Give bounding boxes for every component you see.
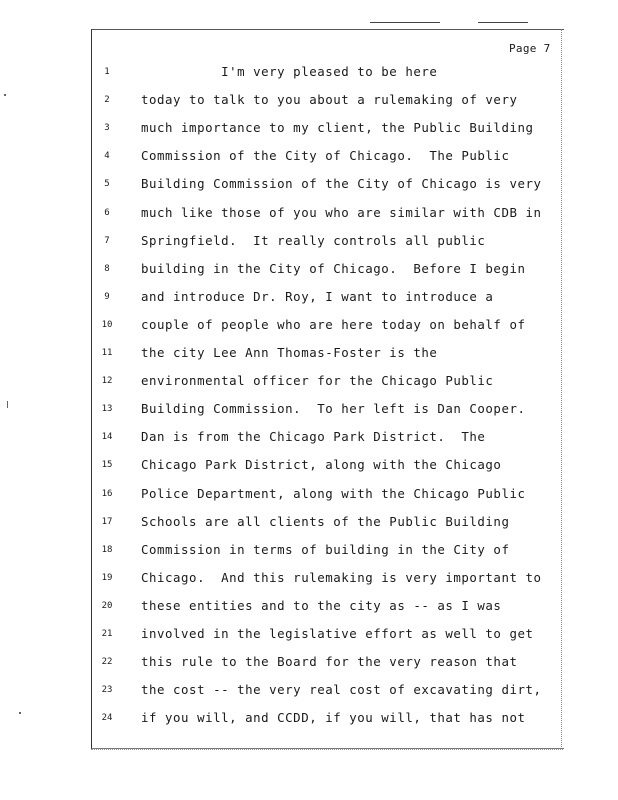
scan-speck xyxy=(4,94,6,96)
transcript-line: building in the City of Chicago. Before I begin xyxy=(141,261,526,276)
line-number: 11 xyxy=(101,348,113,358)
transcript-line: much importance to my client, the Public Building xyxy=(141,120,534,135)
line-number: 10 xyxy=(101,320,113,330)
transcript-line: today to talk to you about a rulemaking of very xyxy=(141,92,518,107)
line-number: 14 xyxy=(101,432,113,442)
transcript-line: the cost -- the very real cost of excavating dirt, xyxy=(141,682,542,697)
transcript-line: Building Commission. To her left is Dan Cooper. xyxy=(141,401,526,416)
right-margin-rule xyxy=(561,29,562,747)
line-number: 13 xyxy=(101,404,113,414)
scan-artifact xyxy=(370,22,440,23)
transcript-line: if you will, and CCDD, if you will, that has not xyxy=(141,710,526,725)
transcript-line: the city Lee Ann Thomas-Foster is the xyxy=(141,345,438,360)
line-number: 7 xyxy=(104,236,110,246)
line-number: 12 xyxy=(101,376,113,386)
line-number: 17 xyxy=(101,517,113,527)
transcript-line: much like those of you who are similar with CDB in xyxy=(141,205,542,220)
line-number: 15 xyxy=(101,460,113,470)
transcript-line: environmental officer for the Chicago Public xyxy=(141,373,494,388)
transcript-line: Commission of the City of Chicago. The Public xyxy=(141,148,510,163)
scan-speck xyxy=(19,712,21,714)
bottom-margin-rule xyxy=(91,749,563,750)
line-number: 2 xyxy=(104,95,110,105)
line-number: 5 xyxy=(104,179,110,189)
transcript-line: these entities and to the city as -- as I was xyxy=(141,598,502,613)
transcript-line: Chicago. And this rulemaking is very important to xyxy=(141,570,542,585)
transcript-line: Commission in terms of building in the City of xyxy=(141,542,510,557)
transcript-line: Dan is from the Chicago Park District. The xyxy=(141,429,486,444)
transcript-line: Springfield. It really controls all public xyxy=(141,233,486,248)
transcript-line: Chicago Park District, along with the Chicago xyxy=(141,457,502,472)
transcript-line: Police Department, along with the Chicago Public xyxy=(141,486,526,501)
transcript-line: couple of people who are here today on behalf of xyxy=(141,317,526,332)
line-number: 18 xyxy=(101,545,113,555)
transcript-line: this rule to the Board for the very reason that xyxy=(141,654,518,669)
line-number: 3 xyxy=(104,123,110,133)
scan-speck xyxy=(7,401,8,408)
transcript-line: Schools are all clients of the Public Building xyxy=(141,514,510,529)
transcript-line: involved in the legislative effort as well to get xyxy=(141,626,534,641)
transcript-line: and introduce Dr. Roy, I want to introduce a xyxy=(141,289,494,304)
line-number: 21 xyxy=(101,629,113,639)
line-number: 19 xyxy=(101,573,113,583)
line-number: 24 xyxy=(101,713,113,723)
line-number: 22 xyxy=(101,657,113,667)
transcript-page-frame xyxy=(91,29,564,749)
page-number: Page 7 xyxy=(509,42,551,55)
scan-artifact xyxy=(478,22,528,23)
line-number: 4 xyxy=(104,151,110,161)
line-number: 23 xyxy=(101,685,113,695)
line-number: 9 xyxy=(104,292,110,302)
line-number: 1 xyxy=(104,67,110,77)
line-number: 6 xyxy=(104,208,110,218)
line-number: 20 xyxy=(101,601,113,611)
transcript-line: Building Commission of the City of Chicago is very xyxy=(141,176,542,191)
line-number: 16 xyxy=(101,489,113,499)
line-number: 8 xyxy=(104,264,110,274)
transcript-line: I'm very pleased to be here xyxy=(141,64,438,79)
